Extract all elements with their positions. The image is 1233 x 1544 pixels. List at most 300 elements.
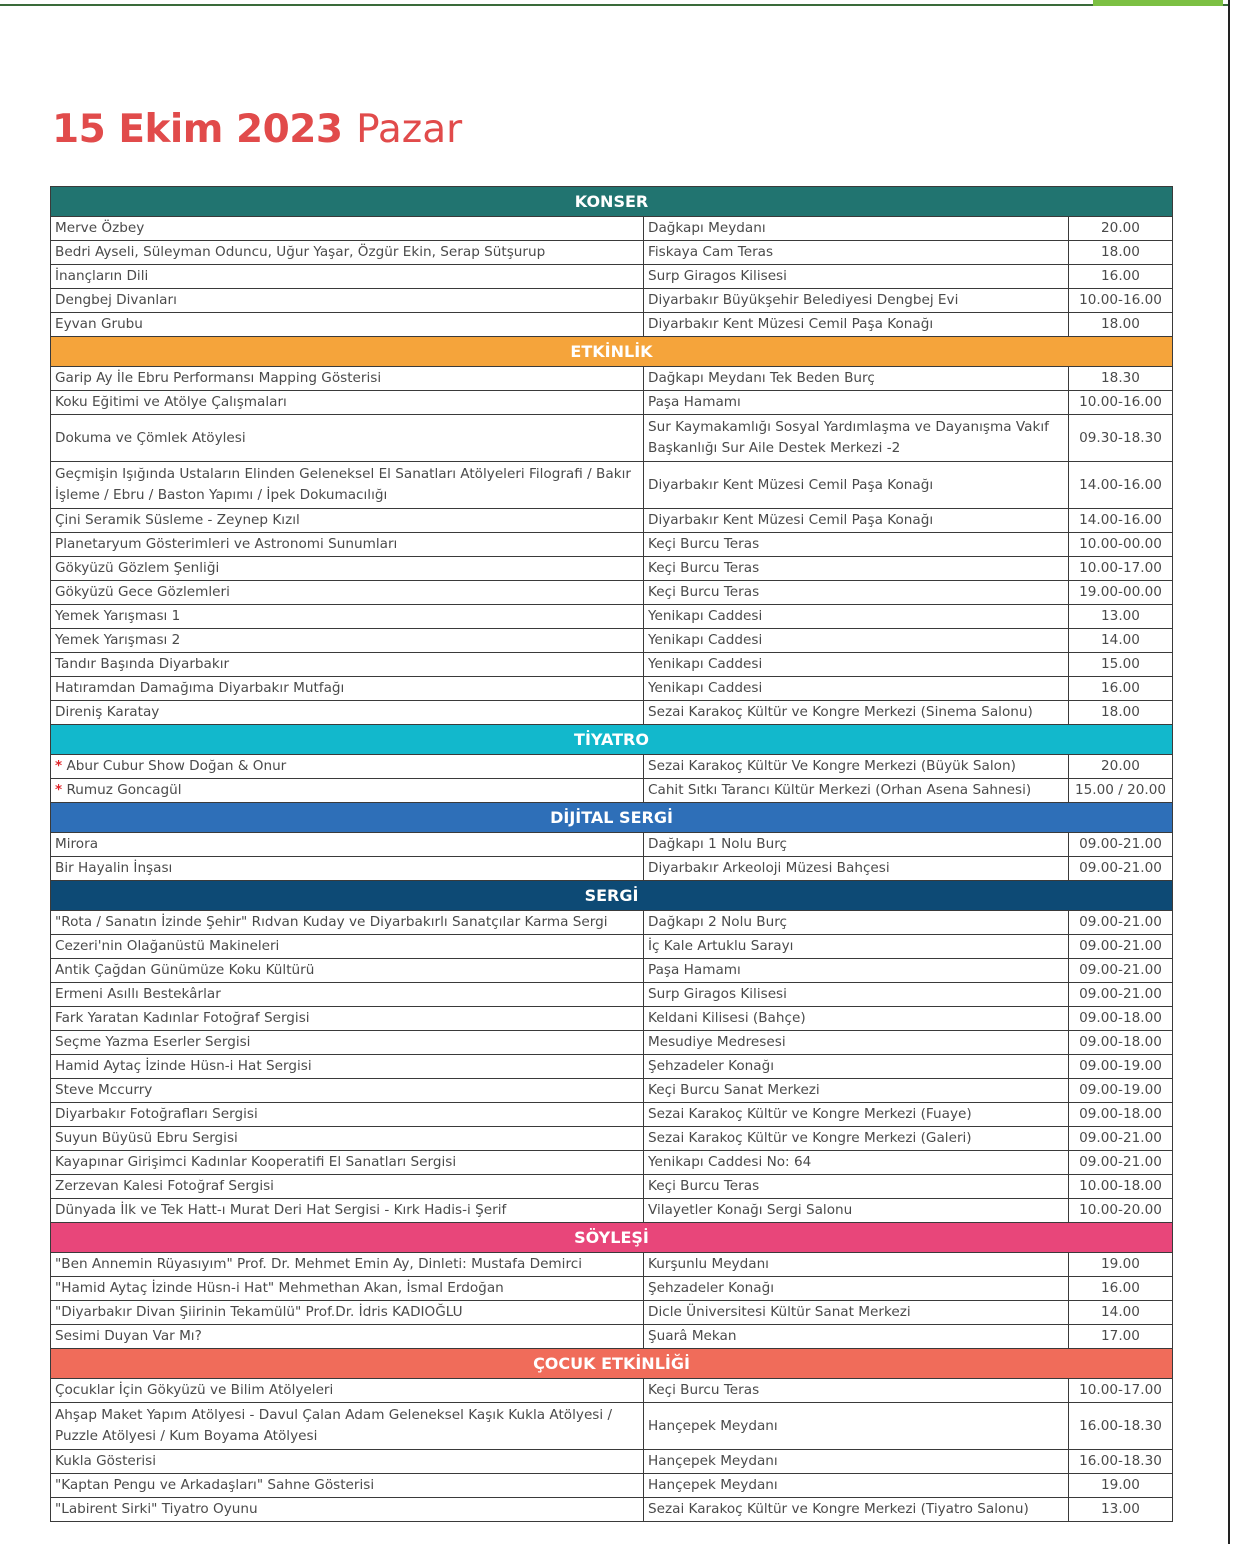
table-row <box>51 1079 1173 1103</box>
place-name: Diyarbakır Kent Müzesi Cemil Paşa Konağı <box>648 316 934 332</box>
place-cell <box>644 677 1069 701</box>
place-name: Yenikapı Caddesi <box>648 680 763 696</box>
event-cell <box>51 1450 644 1474</box>
event-time: 19.00 <box>1101 1256 1140 1272</box>
event-cell <box>51 462 644 509</box>
time-cell <box>1069 833 1173 857</box>
table-row <box>51 1379 1173 1403</box>
section-header-cocuk <box>51 1349 1173 1379</box>
table-row <box>51 833 1173 857</box>
table-row <box>51 1199 1173 1223</box>
event-time: 16.00 <box>1101 1280 1140 1296</box>
place-cell <box>644 653 1069 677</box>
place-cell <box>644 509 1069 533</box>
time-cell <box>1069 241 1173 265</box>
section-header-soylesi <box>51 1223 1173 1253</box>
time-cell <box>1069 581 1173 605</box>
event-name: Gökyüzü Gece Gözlemleri <box>55 584 230 600</box>
event-name: Direniş Karatay <box>55 704 160 720</box>
table-row <box>51 1175 1173 1199</box>
event-name: Steve Mccurry <box>55 1082 153 1098</box>
place-cell <box>644 217 1069 241</box>
title-day: Pazar <box>356 107 463 152</box>
place-cell <box>644 1379 1069 1403</box>
event-name: Rumuz Goncagül <box>66 782 182 798</box>
place-name: Sezai Karakoç Kültür Ve Kongre Merkezi (Büyük Salon) <box>648 758 1016 774</box>
place-name: Sezai Karakoç Kültür ve Kongre Merkezi (Galeri) <box>648 1130 972 1146</box>
schedule-table <box>50 186 1173 1522</box>
place-name: Diyarbakır Kent Müzesi Cemil Paşa Konağı <box>648 512 934 528</box>
time-cell <box>1069 857 1173 881</box>
event-time: 09.00-21.00 <box>1079 1154 1162 1170</box>
event-time: 10.00-16.00 <box>1079 394 1162 410</box>
table-row <box>51 265 1173 289</box>
table-row <box>51 1055 1173 1079</box>
event-name: Eyvan Grubu <box>55 316 143 332</box>
table-row <box>51 1450 1173 1474</box>
place-name: Keçi Burcu Teras <box>648 1178 760 1194</box>
place-name: Surp Giragos Kilisesi <box>648 986 787 1002</box>
place-cell <box>644 1277 1069 1301</box>
time-cell <box>1069 701 1173 725</box>
place-name: Paşa Hamamı <box>648 962 741 978</box>
event-cell <box>51 1403 644 1450</box>
event-name: Kayapınar Girişimci Kadınlar Kooperatifi El Sanatları Sergisi <box>55 1154 457 1170</box>
event-cell <box>51 391 644 415</box>
table-row <box>51 557 1173 581</box>
place-cell <box>644 1007 1069 1031</box>
event-name: Ahşap Maket Yapım Atölyesi - Davul Çalan Adam Geleneksel Kaşık Kukla Atölyesi / Puzzle Atölyesi / Kum Boyama Atölyesi <box>55 1407 613 1444</box>
place-cell <box>644 391 1069 415</box>
event-time: 10.00-20.00 <box>1079 1202 1162 1218</box>
place-cell <box>644 415 1069 462</box>
event-time: 10.00-17.00 <box>1079 560 1162 576</box>
table-row <box>51 241 1173 265</box>
event-name: Bedri Ayseli, Süleyman Oduncu, Uğur Yaşar, Özgür Ekin, Serap Sütşurup <box>55 244 546 260</box>
event-cell <box>51 367 644 391</box>
table-row <box>51 1253 1173 1277</box>
event-name: "Kaptan Pengu ve Arkadaşları" Sahne Gösterisi <box>55 1477 375 1493</box>
place-name: Kurşunlu Meydanı <box>648 1256 769 1272</box>
place-name: Surp Giragos Kilisesi <box>648 268 787 284</box>
place-name: Vilayetler Konağı Sergi Salonu <box>648 1202 853 1218</box>
event-name: Planetaryum Gösterimleri ve Astronomi Sunumları <box>55 536 398 552</box>
event-name: Diyarbakır Fotoğrafları Sergisi <box>55 1106 258 1122</box>
event-cell <box>51 1325 644 1349</box>
place-name: Şehzadeler Konağı <box>648 1058 775 1074</box>
time-cell <box>1069 1325 1173 1349</box>
place-cell <box>644 1199 1069 1223</box>
place-name: Dağkapı 1 Nolu Burç <box>648 836 787 852</box>
event-name: "Ben Annemin Rüyasıyım" Prof. Dr. Mehmet Emin Ay, Dinleti: Mustafa Demirci <box>55 1256 582 1272</box>
place-cell <box>644 983 1069 1007</box>
event-name: Hatıramdan Damağıma Diyarbakır Mutfağı <box>55 680 345 696</box>
place-cell <box>644 779 1069 803</box>
time-cell <box>1069 1055 1173 1079</box>
table-row <box>51 1127 1173 1151</box>
event-cell <box>51 1379 644 1403</box>
top-accent-bar <box>1093 0 1223 6</box>
table-row <box>51 313 1173 337</box>
place-name: Mesudiye Medresesi <box>648 1034 786 1050</box>
table-row <box>51 581 1173 605</box>
event-cell <box>51 1301 644 1325</box>
event-time: 09.00-21.00 <box>1079 962 1162 978</box>
table-row <box>51 509 1173 533</box>
place-cell <box>644 629 1069 653</box>
right-border <box>1228 0 1230 1544</box>
event-cell <box>51 1277 644 1301</box>
place-name: Yenikapı Caddesi <box>648 632 763 648</box>
event-name: Mirora <box>55 836 99 852</box>
event-name: Dengbej Divanları <box>55 292 177 308</box>
event-name: Yemek Yarışması 1 <box>55 608 181 624</box>
event-name: Dünyada İlk ve Tek Hatt-ı Murat Deri Hat Sergisi - Kırk Hadis-i Şerif <box>55 1202 507 1218</box>
place-name: Sezai Karakoç Kültür ve Kongre Merkezi (Tiyatro Salonu) <box>648 1501 1029 1517</box>
event-time: 10.00-17.00 <box>1079 1382 1162 1398</box>
event-cell <box>51 533 644 557</box>
table-row <box>51 701 1173 725</box>
place-name: Diyarbakır Büyükşehir Belediyesi Dengbej Evi <box>648 292 959 308</box>
event-cell <box>51 1199 644 1223</box>
event-time: 18.00 <box>1101 244 1140 260</box>
event-time: 10.00-00.00 <box>1079 536 1162 552</box>
table-row <box>51 1031 1173 1055</box>
place-name: Keçi Burcu Teras <box>648 536 760 552</box>
event-name: Tandır Başında Diyarbakır <box>55 656 230 672</box>
event-cell <box>51 1007 644 1031</box>
time-cell <box>1069 1403 1173 1450</box>
event-name: Sesimi Duyan Var Mı? <box>55 1328 202 1344</box>
event-cell <box>51 677 644 701</box>
event-name: Bir Hayalin İnşası <box>55 860 173 876</box>
place-cell <box>644 533 1069 557</box>
event-name: Cezeri'nin Olağanüstü Makineleri <box>55 938 280 954</box>
section-header-sergi <box>51 881 1173 911</box>
place-name: Keçi Burcu Teras <box>648 1382 760 1398</box>
place-cell <box>644 935 1069 959</box>
time-cell <box>1069 289 1173 313</box>
event-cell <box>51 1103 644 1127</box>
place-name: Keçi Burcu Teras <box>648 584 760 600</box>
table-row <box>51 1277 1173 1301</box>
place-cell <box>644 1325 1069 1349</box>
event-time: 19.00-00.00 <box>1079 584 1162 600</box>
table-row <box>51 911 1173 935</box>
event-name: Merve Özbey <box>55 220 145 236</box>
time-cell <box>1069 462 1173 509</box>
event-cell <box>51 701 644 725</box>
place-cell <box>644 1498 1069 1522</box>
event-time: 19.00 <box>1101 1477 1140 1493</box>
time-cell <box>1069 367 1173 391</box>
table-row <box>51 1007 1173 1031</box>
event-time: 14.00-16.00 <box>1079 476 1162 493</box>
event-time: 17.00 <box>1101 1328 1140 1344</box>
event-cell <box>51 755 644 779</box>
place-cell <box>644 1151 1069 1175</box>
event-cell <box>51 1175 644 1199</box>
event-name: "Hamid Aytaç İzinde Hüsn-i Hat" Mehmethan Akan, İsmal Erdoğan <box>55 1280 504 1296</box>
place-name: Sezai Karakoç Kültür ve Kongre Merkezi (Sinema Salonu) <box>648 704 1033 720</box>
event-name: Hamid Aytaç İzinde Hüsn-i Hat Sergisi <box>55 1058 312 1074</box>
asterisk-mark: * <box>55 782 63 798</box>
place-name: Şehzadeler Konağı <box>648 1280 775 1296</box>
section-header-tiyatro <box>51 725 1173 755</box>
page-title <box>52 104 462 156</box>
event-name: Seçme Yazma Eserler Sergisi <box>55 1034 251 1050</box>
event-time: 18.30 <box>1101 370 1140 386</box>
section-header-dijital <box>51 803 1173 833</box>
place-name: Keçi Burcu Teras <box>648 560 760 576</box>
event-time: 16.00 <box>1101 268 1140 284</box>
table-row <box>51 983 1173 1007</box>
event-time: 20.00 <box>1101 758 1140 774</box>
event-name: Çocuklar İçin Gökyüzü ve Bilim Atölyeleri <box>55 1382 334 1398</box>
top-border <box>0 0 1228 6</box>
table-row <box>51 755 1173 779</box>
time-cell <box>1069 217 1173 241</box>
place-name: Dicle Üniversitesi Kültür Sanat Merkezi <box>648 1304 911 1320</box>
event-name: Zerzevan Kalesi Fotoğraf Sergisi <box>55 1178 274 1194</box>
event-cell <box>51 857 644 881</box>
event-time: 15.00 <box>1101 656 1140 672</box>
event-time: 15.00 / 20.00 <box>1074 782 1167 798</box>
place-cell <box>644 581 1069 605</box>
table-row <box>51 959 1173 983</box>
event-time: 09.00-21.00 <box>1079 1130 1162 1146</box>
event-time: 09.00-18.00 <box>1079 1106 1162 1122</box>
place-cell <box>644 755 1069 779</box>
event-time: 16.00 <box>1101 680 1140 696</box>
section-title-konser: KONSER <box>51 187 1173 217</box>
place-name: Dağkapı Meydanı Tek Beden Burç <box>648 370 875 386</box>
table-row <box>51 415 1173 462</box>
place-name: Yenikapı Caddesi No: 64 <box>648 1154 812 1170</box>
event-cell <box>51 241 644 265</box>
place-name: Keldani Kilisesi (Bahçe) <box>648 1010 806 1026</box>
time-cell <box>1069 557 1173 581</box>
time-cell <box>1069 1127 1173 1151</box>
event-time: 14.00 <box>1101 632 1140 648</box>
time-cell <box>1069 313 1173 337</box>
section-header-konser <box>51 187 1173 217</box>
time-cell <box>1069 1103 1173 1127</box>
table-row <box>51 1301 1173 1325</box>
event-time: 16.00-18.30 <box>1079 1417 1162 1434</box>
event-cell <box>51 653 644 677</box>
place-cell <box>644 1175 1069 1199</box>
place-cell <box>644 1474 1069 1498</box>
table-row <box>51 653 1173 677</box>
event-time: 09.00-21.00 <box>1079 914 1162 930</box>
place-name: Sezai Karakoç Kültür ve Kongre Merkezi (Fuaye) <box>648 1106 972 1122</box>
place-cell <box>644 1301 1069 1325</box>
event-time: 14.00-16.00 <box>1079 512 1162 528</box>
place-name: Keçi Burcu Sanat Merkezi <box>648 1082 820 1098</box>
time-cell <box>1069 1450 1173 1474</box>
event-name: Gökyüzü Gözlem Şenliği <box>55 560 220 576</box>
section-title-tiyatro: TİYATRO <box>51 725 1173 755</box>
event-time: 20.00 <box>1101 220 1140 236</box>
table-row <box>51 1325 1173 1349</box>
table-row <box>51 289 1173 313</box>
asterisk-mark: * <box>55 758 63 774</box>
event-time: 10.00-16.00 <box>1079 292 1162 308</box>
event-cell <box>51 289 644 313</box>
time-cell <box>1069 533 1173 557</box>
place-cell <box>644 289 1069 313</box>
time-cell <box>1069 1379 1173 1403</box>
event-name: "Diyarbakır Divan Şiirinin Tekamülü" Prof.Dr. İdris KADIOĞLU <box>55 1304 463 1320</box>
place-cell <box>644 1253 1069 1277</box>
place-name: Hançepek Meydanı <box>648 1477 778 1493</box>
event-cell <box>51 1498 644 1522</box>
table-row <box>51 217 1173 241</box>
place-name: Yenikapı Caddesi <box>648 608 763 624</box>
place-name: Dağkapı 2 Nolu Burç <box>648 914 787 930</box>
time-cell <box>1069 755 1173 779</box>
event-time: 09.00-21.00 <box>1079 836 1162 852</box>
event-cell <box>51 1151 644 1175</box>
place-cell <box>644 557 1069 581</box>
table-row <box>51 677 1173 701</box>
event-name: Suyun Büyüsü Ebru Sergisi <box>55 1130 238 1146</box>
table-row <box>51 779 1173 803</box>
place-name: Hançepek Meydanı <box>648 1417 778 1434</box>
time-cell <box>1069 265 1173 289</box>
event-time: 09.00-19.00 <box>1079 1058 1162 1074</box>
event-time: 09.00-21.00 <box>1079 986 1162 1002</box>
table-row <box>51 857 1173 881</box>
time-cell <box>1069 605 1173 629</box>
event-cell <box>51 581 644 605</box>
event-name: "Labirent Sirki" Tiyatro Oyunu <box>55 1501 258 1517</box>
event-name: Geçmişin Işığında Ustaların Elinden Geleneksel El Sanatları Atölyeleri Filografi / Bakır İşleme / Ebru / Baston Yapımı / İpek Dokumacılığı <box>55 466 631 503</box>
place-name: Hançepek Meydanı <box>648 1453 778 1469</box>
section-title-sergi: SERGİ <box>51 881 1173 911</box>
time-cell <box>1069 1277 1173 1301</box>
time-cell <box>1069 1474 1173 1498</box>
table-row <box>51 1151 1173 1175</box>
event-name: Çini Seramik Süsleme - Zeynep Kızıl <box>55 512 300 528</box>
event-cell <box>51 779 644 803</box>
place-cell <box>644 367 1069 391</box>
place-cell <box>644 1103 1069 1127</box>
time-cell <box>1069 653 1173 677</box>
time-cell <box>1069 935 1173 959</box>
time-cell <box>1069 509 1173 533</box>
place-cell <box>644 1403 1069 1450</box>
time-cell <box>1069 1301 1173 1325</box>
event-cell <box>51 1031 644 1055</box>
event-cell <box>51 983 644 1007</box>
event-time: 10.00-18.00 <box>1079 1178 1162 1194</box>
table-row <box>51 1403 1173 1450</box>
event-name: Kukla Gösterisi <box>55 1453 157 1469</box>
place-cell <box>644 1031 1069 1055</box>
event-cell <box>51 415 644 462</box>
place-cell <box>644 911 1069 935</box>
event-cell <box>51 557 644 581</box>
place-name: Şuarâ Mekan <box>648 1328 737 1344</box>
event-cell <box>51 911 644 935</box>
table-row <box>51 367 1173 391</box>
time-cell <box>1069 1031 1173 1055</box>
place-name: Dağkapı Meydanı <box>648 220 766 236</box>
event-cell <box>51 313 644 337</box>
event-name: Ermeni Asıllı Bestekârlar <box>55 986 221 1002</box>
event-cell <box>51 1127 644 1151</box>
event-name: Koku Eğitimi ve Atölye Çalışmaları <box>55 394 287 410</box>
event-time: 09.00-18.00 <box>1079 1034 1162 1050</box>
title-date: 15 Ekim 2023 <box>52 107 343 152</box>
event-time: 09.30-18.30 <box>1079 429 1162 446</box>
section-title-etkinlik: ETKİNLİK <box>51 337 1173 367</box>
place-cell <box>644 857 1069 881</box>
time-cell <box>1069 1079 1173 1103</box>
event-name: İnançların Dili <box>55 268 149 284</box>
place-cell <box>644 701 1069 725</box>
place-name: Diyarbakır Kent Müzesi Cemil Paşa Konağı <box>648 476 934 493</box>
table-row <box>51 1474 1173 1498</box>
place-cell <box>644 1055 1069 1079</box>
table-row <box>51 935 1173 959</box>
place-name: Yenikapı Caddesi <box>648 656 763 672</box>
place-cell <box>644 462 1069 509</box>
time-cell <box>1069 1498 1173 1522</box>
event-cell <box>51 1055 644 1079</box>
event-cell <box>51 1474 644 1498</box>
time-cell <box>1069 911 1173 935</box>
event-cell <box>51 959 644 983</box>
table-row <box>51 1103 1173 1127</box>
table-row <box>51 629 1173 653</box>
place-cell <box>644 1127 1069 1151</box>
section-header-etkinlik <box>51 337 1173 367</box>
table-row <box>51 462 1173 509</box>
section-title-cocuk: ÇOCUK ETKİNLİĞİ <box>51 1349 1173 1379</box>
time-cell <box>1069 959 1173 983</box>
table-row <box>51 605 1173 629</box>
place-cell <box>644 1079 1069 1103</box>
place-cell <box>644 605 1069 629</box>
place-cell <box>644 833 1069 857</box>
time-cell <box>1069 1253 1173 1277</box>
event-cell <box>51 217 644 241</box>
event-name: Fark Yaratan Kadınlar Fotoğraf Sergisi <box>55 1010 310 1026</box>
event-time: 09.00-19.00 <box>1079 1082 1162 1098</box>
event-time: 18.00 <box>1101 316 1140 332</box>
time-cell <box>1069 677 1173 701</box>
event-name: Antik Çağdan Günümüze Koku Kültürü <box>55 962 315 978</box>
event-time: 13.00 <box>1101 608 1140 624</box>
time-cell <box>1069 415 1173 462</box>
time-cell <box>1069 391 1173 415</box>
table-row <box>51 1498 1173 1522</box>
time-cell <box>1069 1007 1173 1031</box>
schedule-body <box>51 187 1173 1522</box>
event-time: 09.00-21.00 <box>1079 938 1162 954</box>
event-cell <box>51 509 644 533</box>
event-cell <box>51 265 644 289</box>
place-name: Paşa Hamamı <box>648 394 741 410</box>
table-row <box>51 533 1173 557</box>
place-cell <box>644 313 1069 337</box>
table-row <box>51 391 1173 415</box>
place-name: Fiskaya Cam Teras <box>648 244 774 260</box>
event-name: Abur Cubur Show Doğan & Onur <box>66 758 287 774</box>
